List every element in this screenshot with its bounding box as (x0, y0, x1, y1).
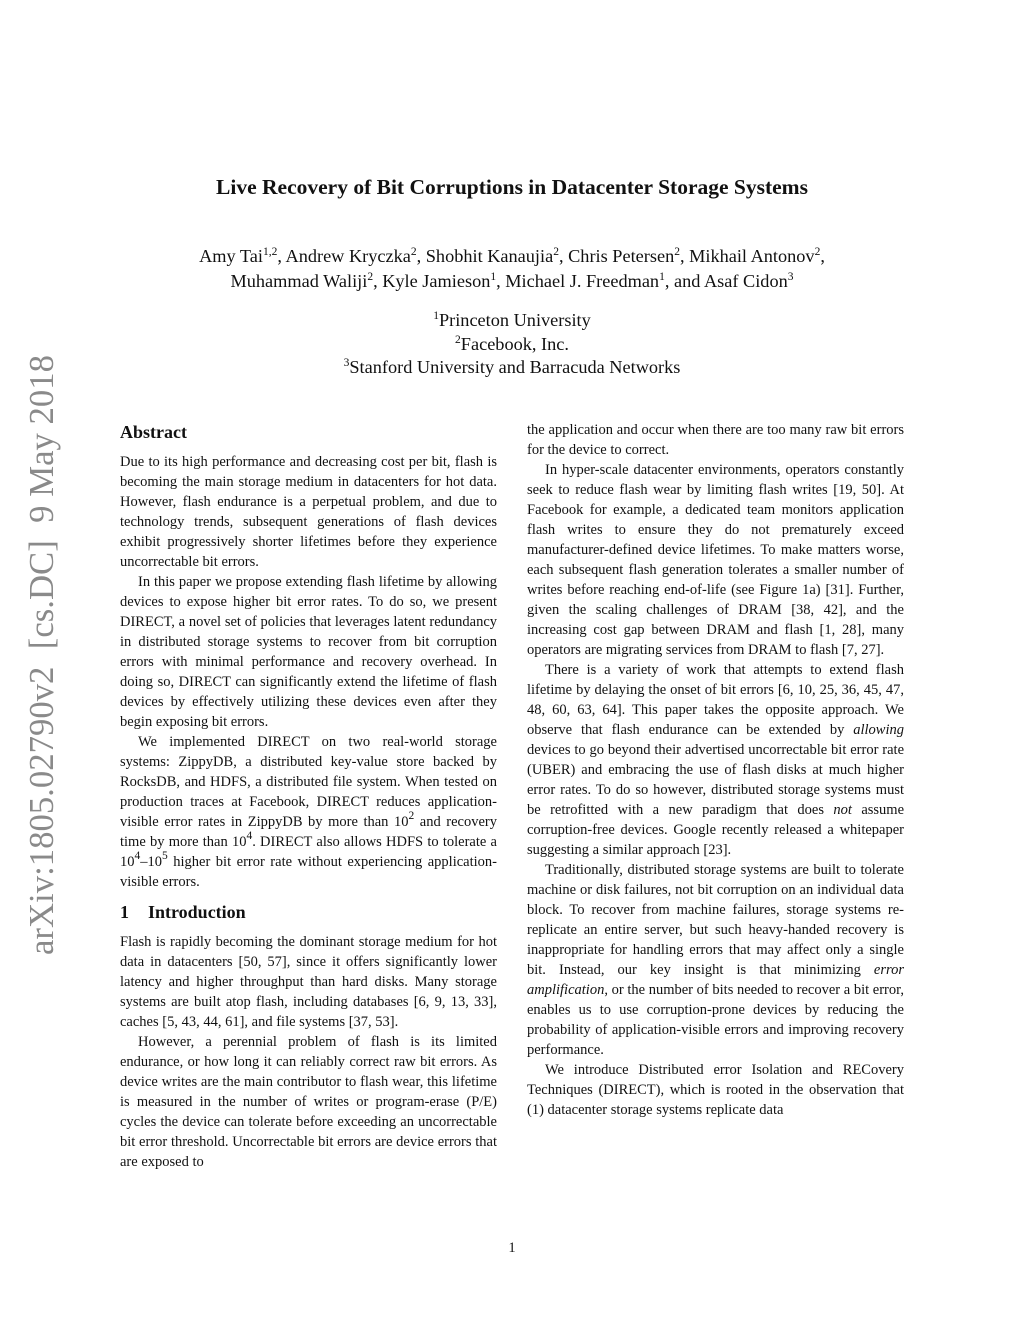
affiliation-marker: 2 (455, 333, 461, 346)
author-line-1 (100, 244, 924, 269)
affiliation-marker: 3 (343, 357, 350, 370)
author-name: Amy Tai (199, 246, 263, 266)
author-separator: , (416, 246, 426, 266)
introduction-paragraph: Flash is rapidly becoming the dominant storage medium for hot data in datacenters [50, 57], since it offers significantly lower latency and higher throughput than hard disks. Many storage systems are built atop flash, including databases [6, 9, 13, 33], caches [5, 43, 44, 61], and file systems [37, 53]. (120, 934, 497, 1030)
author-affiliation-marker: 1 (490, 271, 497, 284)
body-text: There is a variety of work that attempts to extend flash lifetime by delaying the onset of bit errors [6, 10, 25, 36, 45, 47, 48, 60, 63, 64]. This paper takes the opposite approach. We observe that flash endurance can be extended by (527, 662, 904, 738)
author-separator: , and (664, 271, 704, 291)
author-affiliation-marker: 2 (814, 246, 821, 259)
body-text: assume corruption-free devices. Google recently released a whitepaper suggesting a similar approach [23]. (527, 802, 905, 858)
body-text: , or the number of bits needed to recover a bit error, enables us to use corruption-prone devices by reducing the probability of application-visible errors and improving recovery performance. (527, 982, 904, 1058)
author-affiliation-marker: 2 (674, 246, 680, 259)
author-name: Chris Petersen (568, 246, 675, 266)
author-affiliation-marker: 2 (553, 246, 559, 259)
author-separator: , (820, 246, 825, 266)
abstract-text: and recovery time by more than 10 (120, 814, 497, 850)
affiliation-name: Facebook, Inc. (460, 333, 569, 354)
affiliation-name: Princeton University (438, 310, 591, 330)
author-separator: , (496, 271, 506, 291)
author-affiliation-marker: 1 (659, 271, 665, 284)
author-name: Kyle Jamieson (382, 271, 491, 291)
exponent: 4 (134, 850, 141, 863)
affiliation (100, 309, 924, 333)
author-separator: , (679, 246, 690, 266)
abstract-text: . DIRECT also allows HDFS to tolerate a 10 (120, 834, 497, 870)
author-name: Michael J. Freedman (505, 271, 660, 291)
author-name: Muhammad Waliji (230, 271, 368, 291)
introduction-heading (120, 900, 497, 924)
emphasis-text: error amplification (527, 962, 904, 998)
body-paragraph: In hyper-scale datacenter environments, operators constantly seek to reduce flash wear by limiting flash writes [19, 50]. At Facebook for example, a dedicated team monitors application flash writes to ensure they do not prematurely exceed manufacturer-defined device lifetimes. To make matters worse, each subsequent flash generation tolerates a smaller number of writes before reaching end-of-life (see Figure 1a) [31]. Further, given the scaling challenges of DRAM [38, 42], and the increasing cost gap between DRAM and flash [1, 28], many operators are migrating services from DRAM to flash [7, 27]. (527, 462, 904, 658)
right-column (527, 420, 904, 1120)
emphasis-text: allowing (853, 722, 904, 738)
exponent: 2 (408, 810, 415, 823)
affiliation (100, 356, 924, 380)
affiliation-list (100, 309, 924, 380)
author-name: Mikhail Antonov (689, 246, 815, 266)
abstract-paragraph: In this paper we propose extending flash lifetime by allowing devices to expose higher bit error rates. To do so, we present DIRECT, a novel set of policies that leverages latent redundancy in distributed storage systems to recover from bit corruption errors with minimal performance and recovery overhead. In doing so, DIRECT can significantly extend the lifetime of flash devices by effectively utilizing these devices even after they begin exposing bit errors. (120, 574, 497, 730)
affiliation-name: Stanford University and Barracuda Networks (349, 357, 681, 378)
body-paragraph: We introduce Distributed error Isolation and RECovery Techniques (DIRECT), which is rooted in the observation that (1) datacenter storage systems replicate data (527, 1062, 904, 1118)
introduction-paragraph: However, a perennial problem of flash is its limited endurance, or how long it can reliably correct raw bit errors. As device writes are the main contributor to flash wear, this lifetime is measured in the number of writes or program-erase (P/E) cycles the device can tolerate before exceeding an uncorrectable bit error threshold. Uncorrectable bit errors are device errors that are exposed to (120, 1034, 497, 1170)
body-paragraph (527, 660, 904, 860)
section-title: Introduction (148, 902, 246, 922)
exponent: 4 (246, 830, 253, 843)
emphasis-text: not (833, 802, 852, 818)
author-name: Andrew Kryczka (285, 246, 411, 266)
author-affiliation-marker: 2 (410, 246, 417, 259)
author-line-2 (100, 269, 924, 294)
author-affiliation-marker: 2 (367, 271, 374, 284)
exponent: 5 (162, 850, 168, 863)
author-affiliation-marker: 3 (787, 271, 794, 284)
author-name: Shobhit Kanaujia (425, 246, 554, 266)
left-column (120, 420, 497, 1172)
author-separator: , (373, 271, 383, 291)
paper-title: Live Recovery of Bit Corruptions in Datacenter Storage Systems (216, 175, 808, 199)
section-number: 1 (120, 902, 129, 922)
body-paragraph (527, 860, 904, 1060)
body-text: Traditionally, distributed storage systems are built to tolerate machine or disk failures, not bit corruption on an individual data block. To recover from machine failures, storage systems re-replicate an entire server, but such heavy-handed recovery is inappropriate for handling errors that may affect only a single bit. Instead, our key insight is that minimizing (527, 862, 904, 978)
affiliation (100, 333, 924, 357)
abstract-paragraph (120, 732, 497, 892)
author-name: Asaf Cidon (703, 271, 788, 291)
abstract-paragraph: Due to its high performance and decreasing cost per bit, flash is becoming the main storage medium in datacenters for hot data. However, flash endurance is a perpetual problem, and due to technology trends, subsequent generations of flash devices exhibit progressively shorter lifetimes before they experience uncorrectable bit errors. (120, 454, 497, 570)
author-separator: , (277, 246, 286, 266)
author-affiliation-marker: 1,2 (262, 246, 278, 259)
arxiv-identifier-text: arXiv:1805.02790v2 [cs.DC] 9 May 2018 (22, 350, 61, 955)
body-paragraph: the application and occur when there are too many raw bit errors for the device to correct. (527, 422, 904, 458)
author-separator: , (558, 246, 569, 266)
abstract-text: higher bit error rate without experiencing application-visible errors. (120, 854, 497, 890)
abstract-heading: Abstract (120, 422, 187, 442)
arxiv-identifier-stamp (20, 350, 62, 960)
abstract-text: We implemented DIRECT on two real-world storage systems: ZippyDB, a distributed key-value store backed by RocksDB, and HDFS, a distributed file system. When tested on production traces at Facebook, DIRECT reduces application-visible error rates in ZippyDB by more than 10 (120, 734, 497, 830)
body-text: devices to go beyond their advertised uncorrectable bit error rate (UBER) and embracing the use of flash disks at much higher error rates. To do so however, distributed storage systems must be retrofitted with a new paradigm that does (527, 742, 904, 818)
author-list (100, 244, 924, 294)
page-number: 1 (508, 1240, 516, 1256)
abstract-text: –10 (140, 854, 162, 870)
affiliation-marker: 1 (433, 310, 439, 323)
